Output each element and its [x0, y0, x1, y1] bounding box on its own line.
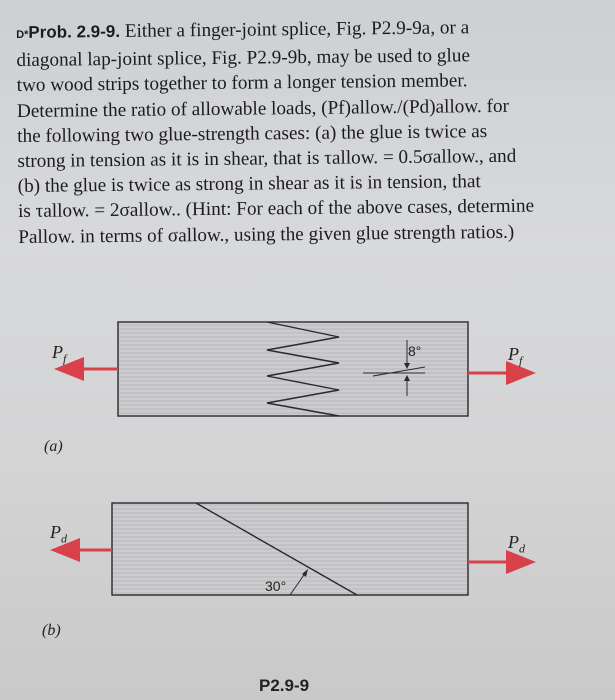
- problem-line-1: D*Prob. 2.9-9. Either a finger-joint splice, Fig. P2.9-9a, or a: [16, 17, 470, 42]
- load-label-right-a: $P_f$: [508, 344, 523, 368]
- angle-label-b: 30°: [265, 578, 287, 594]
- angle-label-a: 8°: [408, 343, 422, 359]
- problem-line-5: the following two glue-strength cases: (a) the glue is twice as: [17, 120, 488, 147]
- load-label-left-b: $P_d$: [50, 522, 67, 546]
- lap-joint-specimen: [56, 503, 530, 595]
- figure-label-b: (b): [42, 622, 61, 639]
- problem-number: D*Prob. 2.9-9.: [16, 21, 121, 42]
- load-label-left-a: $P_f$: [52, 342, 67, 366]
- wood-strip-b: [112, 503, 468, 595]
- figure-caption: P2.9-9: [259, 676, 310, 695]
- figure-p2-9-9: [0, 280, 615, 700]
- figure-label-a: (a): [44, 438, 63, 455]
- load-label-right-b: $P_d$: [508, 532, 525, 556]
- finger-joint-specimen: [60, 322, 530, 416]
- problem-line-3: two wood strips together to form a longer tension member.: [16, 70, 468, 97]
- problem-line-7: (b) the glue is twice as strong in shear as it is in tension, that: [17, 171, 481, 198]
- problem-line-9: Pallow. in terms of σallow., using the given glue strength ratios.): [18, 221, 515, 248]
- problem-line-8: is τallow. = 2σallow.. (Hint: For each of the above cases, determine: [17, 196, 535, 223]
- figure-drawing: [0, 280, 615, 700]
- problem-line-6: strong in tension as it is in shear, that is τallow. = 0.5σallow., and: [17, 145, 517, 173]
- problem-line-4: Determine the ratio of allowable loads, (Pf)allow./(Pd)allow. for: [16, 95, 510, 122]
- problem-text: [16, 14, 608, 250]
- problem-line-2: diagonal lap-joint splice, Fig. P2.9-9b, may be used to glue: [16, 45, 471, 72]
